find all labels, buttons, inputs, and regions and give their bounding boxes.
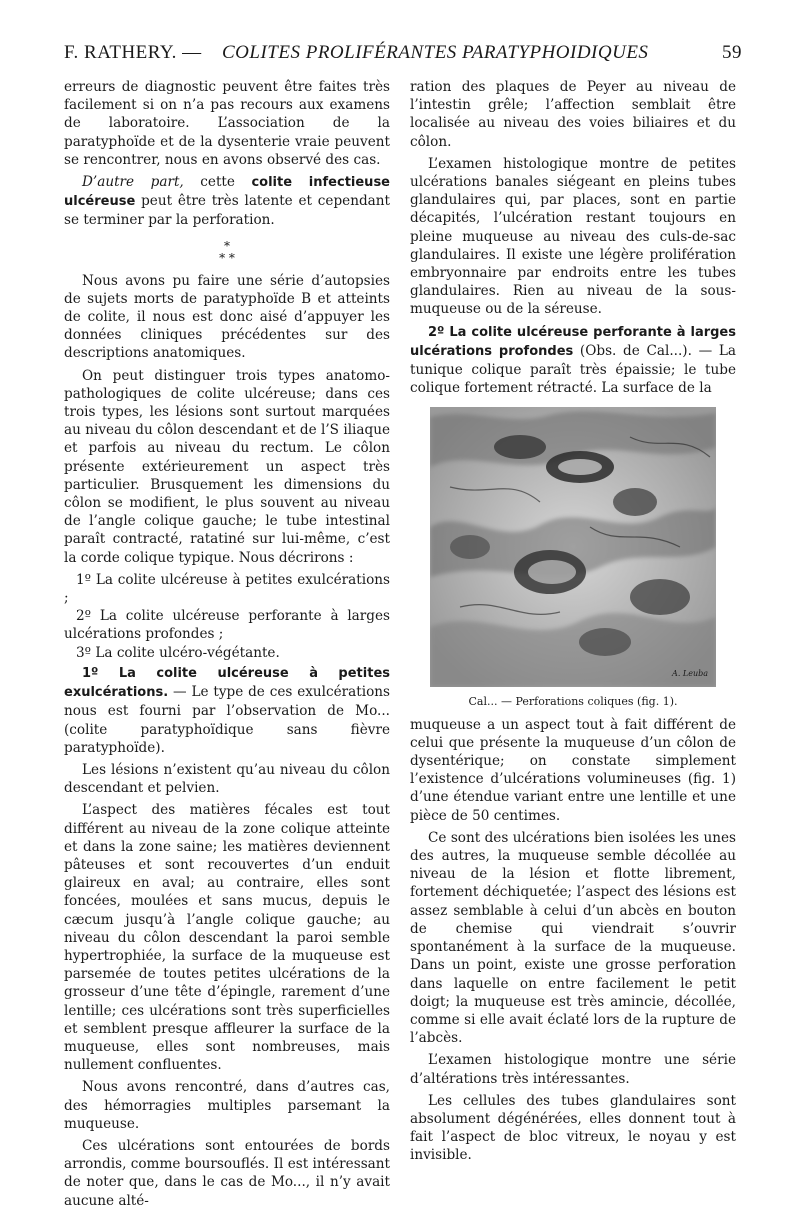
paragraph: Nous avons rencontré, dans d’autres cas, des hémorragies multiples parsemant la muqueuse. [64, 1079, 390, 1132]
list-item: 3º La colite ulcéro-végétante. [76, 644, 280, 661]
paragraph: muqueuse a un aspect tout à fait différent de celui que présente la muqueuse d’un côlon de dysentérique; on constate simplement l’existence d’ulcérations volumineuses (fig. 1) d’une étendue variant entre une lentille et une pièce de 50 centimes. [410, 716, 736, 824]
illustrator-signature: A. Leuba [672, 669, 708, 679]
text-run: cette [183, 174, 252, 191]
text-run: — Le type de ces exulcérations nous est fourni par l’observation de Mo... (colite paratyphoïdique sans fièvre paratyphoïde). [64, 684, 390, 756]
italic-phrase: D’autre part, [82, 174, 184, 191]
paragraph: erreurs de diagnostic peuvent être faites très facilement si on n’a pas recours aux examens de laboratoire. L’association de la paratyphoïde et de la dysenterie vraie peuvent se rencontrer, nous en avons observé des cas. [64, 79, 390, 168]
illustration-drawing [430, 407, 716, 687]
paragraph: On peut distinguer trois types anatomo-pathologiques de colite ulcéreuse; dans ces trois types, les lésions sont surtout marquées au niveau du côlon descendant et de l’S iliaque et parfois au niveau du rectum. Le côlon présente extérieurement un aspect très particulier. Brusquement les dimensions du côlon se modifient, le plus souvent au niveau de l’angle colique gauche; le tube intestinal paraît contracté, ratatiné sur lui-même, c’est la corde colique typique. Nous décrirons : [64, 367, 390, 566]
text-run: peut être très latente et cependant se terminer par la perforation. [64, 193, 390, 229]
header-title: COLITES PROLIFÉRANTES PARATYPHOIDIQUES [222, 42, 649, 63]
section-heading: 1º La colite ulcéreuse à petites exulcérations. [64, 665, 390, 701]
asterism-top: * [224, 238, 230, 253]
list-item: 1º La colite ulcéreuse à petites exulcérations ; [64, 571, 390, 607]
paragraph: Ces ulcérations sont entourées de bords arrondis, comme boursouflés. Il est intéressant de noter que, dans le cas de Mo..., il n’y avait aucune alté- [64, 1137, 390, 1209]
left-column [64, 78, 390, 1214]
paragraph: Ce sont des ulcérations bien isolées les unes des autres, la muqueuse semble décollée au niveau de la lésion et flotte librement, fortement déchiquetée; l’aspect des lésions est assez semblable à celui d’un abcès en bouton de chemise qui viendrait s’ouvrir spontanément à la surface de la muqueuse. Dans un point, existe une grosse perforation dans laquelle on entre facilement le petit doigt; la muqueuse est très amincie, décollée, comme si elle avait éclaté lors de la rupture de l’abcès. [410, 829, 736, 1047]
paragraph: ration des plaques de Peyer au niveau de l’intestin grêle; l’affection semblait être localisée au niveau des voies biliaires et du côlon. [410, 79, 736, 150]
page-number: 59 [722, 42, 742, 63]
list-item: 2º La colite ulcéreuse perforante à larges ulcérations profondes ; [64, 608, 390, 643]
section-heading: 2º La colite ulcéreuse perforante à larges ulcérations profondes [410, 324, 736, 359]
running-header [64, 36, 742, 70]
paragraph [64, 664, 390, 757]
paragraph: L’examen histologique montre une série d’altérations très intéressantes. [410, 1052, 736, 1087]
paragraph: Les cellules des tubes glandulaires sont absolument dégénérées, elles donnent tout à fait l’aspect de bloc vitreux, le noyau y est invisible. [410, 1092, 736, 1164]
header-author: F. RATHERY. — [64, 42, 202, 63]
paragraph: Nous avons pu faire une série d’autopsies de sujets morts de paratyphoïde B et atteints de colite, il nous est donc aisé d’appuyer les données cliniques précédentes sur des descriptions anatomiques. [64, 272, 390, 362]
figure-caption: Cal... — Perforations coliques (fig. 1). [468, 695, 678, 709]
paragraph [410, 323, 736, 398]
paragraph: L’examen histologique montre de petites ulcérations banales siégeant en pleins tubes glandulaires qui, par places, sont en partie décapités, l’ulcération restant toujours en pleine muqueuse au niveau des culs-de-sac glandulaires. Il existe une légère prolifération embryonnaire par endroits entre les tubes glandulaires. Rien au niveau de la sous-muqueuse ou de la séreuse. [410, 155, 736, 318]
bold-phrase: colite infectieuse ulcéreuse [64, 175, 390, 210]
paragraph: Les lésions n’existent qu’au niveau du côlon descendant et pelvien. [64, 761, 390, 797]
colon-perforation-illustration [430, 407, 716, 687]
paragraph [64, 173, 390, 230]
section-asterism [64, 240, 390, 264]
text-run: (Obs. de Cal...). — La tunique colique paraît très épaissie; le tube colique fortement rétracté. La surface de la [410, 342, 736, 397]
paragraph: L’aspect des matières fécales est tout différent au niveau de la zone colique atteinte et dans la zone saine; les matières deviennent pâteuses et sont recouvertes d’un enduit glaireux en aval; au contraire, elles sont foncées, moulées et sans mucus, depuis le cæcum jusqu’à l’angle colique gauche; au niveau du côlon descendant la paroi semble hypertrophiée, la surface de la muqueuse est parsemée de toutes petites ulcérations de la grosseur d’une tête d’épingle, rarement d’une lentille; ces ulcérations sont très superficielles et semblent presque affleurer la surface de la muqueuse, elles sont nombreuses, mais nullement confluentes. [64, 802, 390, 1074]
asterism-bottom: * * [219, 250, 235, 265]
figure [410, 407, 736, 711]
right-column [410, 78, 736, 1169]
